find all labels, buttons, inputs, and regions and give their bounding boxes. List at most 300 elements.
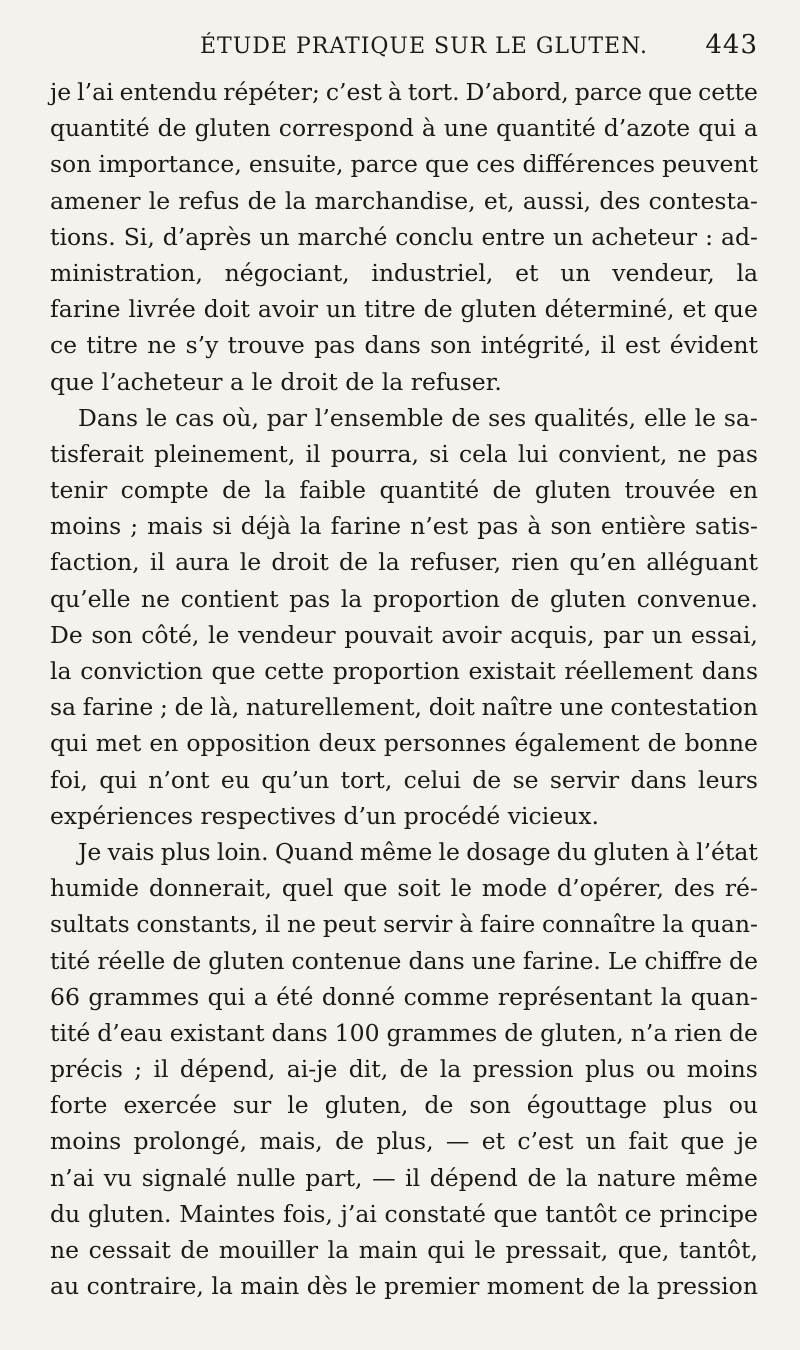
word: intégrité, bbox=[480, 331, 592, 360]
word: forte bbox=[50, 1091, 108, 1120]
word: de bbox=[510, 584, 540, 613]
word: pleinement, bbox=[154, 439, 296, 468]
word: farine bbox=[82, 693, 154, 722]
word: que bbox=[680, 1127, 725, 1156]
word: vais bbox=[107, 837, 155, 866]
text-line bbox=[50, 834, 758, 870]
word: du bbox=[556, 837, 587, 866]
word: son bbox=[91, 620, 133, 649]
word: à bbox=[675, 837, 690, 866]
word: exercée bbox=[123, 1091, 217, 1120]
word: qui bbox=[50, 729, 88, 758]
word: un bbox=[560, 258, 591, 287]
text-line bbox=[50, 1087, 758, 1123]
word: il bbox=[153, 1055, 169, 1084]
word: humide bbox=[50, 874, 140, 903]
word: moment bbox=[486, 1272, 584, 1301]
word: du bbox=[50, 1199, 81, 1228]
word: la bbox=[50, 657, 72, 685]
word: de bbox=[472, 765, 502, 794]
text-line bbox=[50, 146, 758, 182]
word: dépend, bbox=[179, 1055, 276, 1084]
word: entendu bbox=[119, 78, 218, 106]
word: deux bbox=[318, 729, 376, 758]
word: le bbox=[474, 1236, 496, 1264]
word: ré- bbox=[724, 874, 758, 903]
running-head bbox=[50, 30, 758, 74]
word: le bbox=[287, 1091, 309, 1120]
word: tité bbox=[50, 946, 91, 975]
word: le bbox=[148, 186, 171, 215]
word: précis bbox=[50, 1055, 123, 1084]
word: pas bbox=[314, 331, 356, 360]
word: 100 bbox=[334, 1018, 380, 1047]
word: son bbox=[50, 150, 92, 179]
word: met bbox=[95, 729, 142, 758]
word: pouvait bbox=[344, 620, 433, 649]
word: chiffre bbox=[644, 946, 723, 975]
word: — bbox=[372, 1163, 396, 1192]
word: elle bbox=[643, 403, 687, 432]
word: la bbox=[211, 1272, 233, 1301]
word: qui bbox=[207, 982, 246, 1011]
word: doit bbox=[203, 295, 250, 324]
text-line bbox=[50, 943, 758, 979]
word: dès bbox=[306, 1272, 348, 1301]
running-title: ÉTUDE PRATIQUE SUR LE GLUTEN. bbox=[200, 34, 648, 59]
word: la bbox=[264, 476, 286, 505]
word: plus, bbox=[376, 1127, 434, 1156]
word: la bbox=[627, 1272, 650, 1301]
text-line bbox=[50, 762, 758, 798]
word: n’est bbox=[410, 512, 469, 541]
word: pourra, bbox=[330, 439, 420, 468]
word: naturellement, bbox=[245, 693, 423, 722]
word: pas bbox=[289, 584, 331, 613]
word: existait bbox=[468, 657, 556, 685]
word: de bbox=[335, 1127, 365, 1156]
word: vicieux. bbox=[507, 801, 599, 830]
word: répéter; bbox=[223, 78, 320, 106]
body-text bbox=[50, 74, 758, 1304]
word: proportion bbox=[332, 657, 460, 685]
word: peuvent bbox=[662, 150, 758, 179]
text-line bbox=[50, 1196, 758, 1232]
word: gluten. bbox=[87, 1199, 172, 1228]
word: un bbox=[553, 222, 584, 251]
word: évident bbox=[669, 331, 758, 360]
word: le bbox=[251, 367, 273, 396]
word: ensuite, bbox=[248, 150, 344, 179]
word: comme bbox=[403, 982, 490, 1011]
text-line bbox=[50, 1232, 758, 1268]
word: celui bbox=[403, 765, 461, 794]
text-line bbox=[50, 798, 758, 834]
word: part, bbox=[305, 1163, 363, 1192]
word: dosage bbox=[466, 837, 551, 866]
text-line bbox=[50, 219, 758, 255]
word: ; bbox=[159, 693, 168, 722]
word: livrée bbox=[128, 295, 196, 324]
word: de bbox=[180, 1236, 210, 1264]
word: droit bbox=[280, 367, 338, 396]
word: D’abord, bbox=[465, 78, 569, 106]
word: grammes bbox=[88, 982, 200, 1011]
word: plus bbox=[662, 1091, 713, 1120]
word: grammes bbox=[386, 1018, 498, 1047]
word: quel bbox=[281, 874, 334, 903]
word: négociant, bbox=[224, 258, 350, 287]
word: prolongé, bbox=[133, 1127, 248, 1156]
word: main bbox=[358, 1236, 418, 1264]
word: dit, bbox=[348, 1055, 389, 1084]
word: de bbox=[157, 114, 187, 143]
word: la bbox=[340, 584, 363, 613]
word: cessait bbox=[88, 1236, 171, 1264]
word: que bbox=[343, 874, 388, 903]
word: plus bbox=[585, 1055, 635, 1084]
word: ne bbox=[50, 1236, 80, 1264]
word: quantité bbox=[496, 114, 596, 143]
word: Si, bbox=[123, 222, 155, 251]
word: principe bbox=[659, 1199, 758, 1228]
word: par bbox=[603, 620, 644, 649]
word: refus bbox=[178, 186, 240, 215]
word: l’ensemble bbox=[314, 403, 444, 432]
word: sultats bbox=[50, 910, 130, 939]
text-line bbox=[50, 617, 758, 653]
word: qui bbox=[698, 114, 736, 143]
word: se bbox=[512, 765, 539, 794]
word: la bbox=[300, 512, 322, 541]
word: trouvée bbox=[624, 476, 716, 505]
text-line bbox=[50, 472, 758, 508]
word: gluten bbox=[593, 837, 670, 866]
word: pas bbox=[716, 439, 758, 468]
word: parce bbox=[350, 150, 418, 179]
word: procédé bbox=[403, 801, 501, 830]
word: correspond bbox=[278, 114, 414, 143]
word: quan- bbox=[690, 910, 758, 939]
word: soit bbox=[397, 874, 441, 903]
word: fait bbox=[628, 1127, 669, 1156]
word: que bbox=[50, 367, 95, 396]
word: Je bbox=[78, 837, 102, 866]
word: constants, bbox=[136, 910, 259, 939]
text-line bbox=[50, 581, 758, 617]
word: marchandise, bbox=[314, 186, 476, 215]
word: la bbox=[327, 1236, 350, 1264]
word: réellement bbox=[564, 657, 694, 685]
word: farine. bbox=[522, 946, 601, 975]
text-line bbox=[50, 508, 758, 544]
word: d’eau bbox=[97, 1018, 163, 1047]
word: bonne bbox=[684, 729, 758, 758]
word: moins bbox=[686, 1055, 758, 1084]
text-line bbox=[50, 400, 758, 436]
word: cette bbox=[698, 78, 758, 106]
word: ne bbox=[287, 910, 317, 939]
word: cela bbox=[459, 439, 508, 468]
word: ces bbox=[476, 150, 516, 179]
text-line bbox=[50, 183, 758, 219]
word: d’opérer, bbox=[557, 874, 664, 903]
word: droit bbox=[271, 548, 329, 577]
word: un bbox=[259, 222, 290, 251]
word: lui bbox=[517, 439, 548, 468]
word: n’ai bbox=[50, 1163, 95, 1192]
word: gluten bbox=[534, 476, 612, 505]
word: que bbox=[425, 150, 470, 179]
word: le bbox=[239, 548, 262, 577]
word: Le bbox=[607, 946, 638, 975]
word: de bbox=[247, 186, 277, 215]
text-line bbox=[50, 291, 758, 327]
word: déjà bbox=[240, 512, 291, 541]
word: que bbox=[713, 295, 758, 324]
word: cas bbox=[175, 403, 215, 432]
word: la bbox=[381, 367, 404, 396]
text-line bbox=[50, 979, 758, 1015]
word: de bbox=[174, 693, 204, 722]
word: sur bbox=[232, 1091, 272, 1120]
word: un bbox=[585, 1127, 617, 1156]
word: expériences bbox=[50, 801, 194, 830]
word: sa- bbox=[723, 403, 758, 432]
word: de bbox=[345, 367, 375, 396]
word: un bbox=[325, 295, 357, 324]
word: ai-je bbox=[286, 1055, 338, 1084]
word: le bbox=[145, 403, 168, 432]
word: la bbox=[736, 258, 758, 287]
word: essai, bbox=[690, 620, 758, 649]
word: réelle bbox=[97, 946, 166, 975]
word: cette bbox=[264, 657, 325, 685]
word: il bbox=[149, 548, 165, 577]
word: de bbox=[492, 476, 522, 505]
word: même bbox=[685, 1163, 758, 1192]
word: proportion bbox=[372, 584, 500, 613]
word: à bbox=[527, 512, 542, 541]
word: quantité bbox=[50, 114, 150, 143]
word: ce bbox=[50, 331, 78, 360]
word: de bbox=[591, 1272, 621, 1301]
word: il bbox=[305, 439, 321, 468]
word: de bbox=[647, 729, 677, 758]
word: ministration, bbox=[50, 258, 203, 287]
word: tantôt, bbox=[678, 1236, 758, 1264]
word: de bbox=[222, 476, 252, 505]
word: avoir bbox=[257, 295, 319, 324]
word: convenue. bbox=[636, 584, 758, 613]
word: entre bbox=[481, 222, 546, 251]
word: dépend bbox=[429, 1163, 518, 1192]
word: moins bbox=[50, 512, 122, 541]
word: ne bbox=[141, 584, 171, 613]
word: moins bbox=[50, 1127, 122, 1156]
word: contient bbox=[180, 584, 279, 613]
word: 66 bbox=[50, 982, 80, 1011]
word: amener bbox=[50, 186, 141, 215]
word: premier bbox=[384, 1272, 480, 1301]
word: contraire, bbox=[86, 1272, 204, 1301]
word: faire bbox=[479, 910, 536, 939]
word: faction, bbox=[50, 548, 140, 577]
word: foi, bbox=[50, 765, 88, 794]
word: de bbox=[399, 1055, 429, 1084]
word: tisferait bbox=[50, 439, 144, 468]
page-number: 443 bbox=[705, 30, 758, 60]
word: j’ai bbox=[340, 1199, 377, 1228]
word: si bbox=[429, 439, 449, 468]
word: la bbox=[439, 1055, 462, 1084]
word: refuser, bbox=[409, 548, 502, 577]
word: ses bbox=[488, 403, 527, 432]
word: De bbox=[50, 620, 83, 649]
word: des bbox=[673, 874, 715, 903]
word: satis- bbox=[694, 512, 758, 541]
word: — bbox=[445, 1127, 470, 1156]
word: d’un bbox=[343, 801, 397, 830]
word: contenue bbox=[291, 946, 402, 975]
word: quantité bbox=[379, 476, 480, 505]
word: sa bbox=[50, 693, 77, 722]
word: le bbox=[207, 620, 230, 649]
word: il bbox=[265, 910, 281, 939]
word: tenir bbox=[50, 476, 108, 505]
word: ou bbox=[646, 1055, 676, 1084]
word: conviction bbox=[80, 657, 203, 685]
word: a bbox=[253, 982, 268, 1011]
word: côté, bbox=[141, 620, 200, 649]
word: n’ont bbox=[148, 765, 210, 794]
word: son bbox=[550, 512, 592, 541]
word: rien bbox=[511, 548, 560, 577]
word: tort, bbox=[340, 765, 393, 794]
word: tort. bbox=[407, 78, 460, 106]
text-line bbox=[50, 74, 758, 110]
text-line bbox=[50, 1268, 758, 1304]
word: n’a bbox=[630, 1018, 668, 1047]
word: c’est bbox=[517, 1127, 574, 1156]
word: la bbox=[378, 548, 400, 577]
word: trouve bbox=[227, 331, 305, 360]
word: de bbox=[729, 946, 758, 975]
word: vendeur, bbox=[612, 258, 715, 287]
word: des bbox=[599, 186, 641, 215]
word: farine bbox=[50, 295, 121, 324]
word: à bbox=[459, 910, 474, 939]
word: acheteur bbox=[591, 222, 698, 251]
word: où, bbox=[222, 403, 259, 432]
word: mais, bbox=[259, 1127, 323, 1156]
word: mais bbox=[147, 512, 204, 541]
word: acquis, bbox=[510, 620, 595, 649]
word: leurs bbox=[698, 765, 758, 794]
text-line bbox=[50, 255, 758, 291]
word: également bbox=[514, 729, 640, 758]
word: convient, bbox=[558, 439, 668, 468]
word: nulle bbox=[236, 1163, 296, 1192]
word: égouttage bbox=[526, 1091, 647, 1120]
text-line bbox=[50, 870, 758, 906]
word: doit bbox=[428, 693, 475, 722]
word: en bbox=[728, 476, 758, 505]
word: plus bbox=[160, 837, 211, 866]
word: qui bbox=[99, 765, 137, 794]
word: par bbox=[266, 403, 308, 432]
word: qu’en bbox=[569, 548, 637, 577]
word: de bbox=[729, 1018, 758, 1047]
word: en bbox=[149, 729, 179, 758]
word: l’ai bbox=[77, 78, 114, 106]
word: connaître bbox=[542, 910, 656, 939]
word: importance, bbox=[98, 150, 242, 179]
word: différences bbox=[522, 150, 656, 179]
word: je bbox=[50, 78, 72, 106]
word: à bbox=[387, 78, 402, 106]
word: le bbox=[694, 403, 717, 432]
text-line bbox=[50, 327, 758, 363]
word: l’état bbox=[696, 837, 758, 866]
word: fois, bbox=[283, 1199, 333, 1228]
word: gluten bbox=[194, 114, 271, 143]
word: contesta- bbox=[648, 186, 758, 215]
word: ne bbox=[147, 331, 177, 360]
word: compte bbox=[120, 476, 209, 505]
word: Quand bbox=[274, 837, 354, 866]
word: qu’un bbox=[261, 765, 330, 794]
text-line bbox=[50, 544, 758, 580]
word: quan- bbox=[690, 982, 758, 1011]
word: rien bbox=[674, 1018, 723, 1047]
word: dans bbox=[408, 946, 465, 975]
word: Dans bbox=[78, 403, 139, 432]
word: le bbox=[450, 874, 472, 903]
word: tions. bbox=[50, 222, 116, 251]
word: eu bbox=[220, 765, 250, 794]
word: qu’elle bbox=[50, 584, 131, 613]
text-line bbox=[50, 906, 758, 942]
word: gluten, bbox=[324, 1091, 409, 1120]
word: son bbox=[430, 331, 472, 360]
word: son bbox=[469, 1091, 511, 1120]
word: opposition bbox=[186, 729, 311, 758]
word: naître bbox=[481, 693, 553, 722]
word: représentant bbox=[497, 982, 653, 1011]
word: qualités, bbox=[534, 403, 637, 432]
word: constaté bbox=[384, 1199, 486, 1228]
word: loin. bbox=[216, 837, 269, 866]
word: le bbox=[355, 1272, 377, 1301]
word: marché bbox=[297, 222, 388, 251]
word: titre bbox=[86, 331, 138, 360]
word: peut bbox=[322, 910, 377, 939]
word: que, bbox=[617, 1236, 670, 1264]
word: entière bbox=[600, 512, 686, 541]
text-line bbox=[50, 1160, 758, 1196]
word: gluten bbox=[208, 946, 285, 975]
text-line bbox=[50, 653, 758, 689]
word: industriel, bbox=[371, 258, 494, 287]
word: alléguant bbox=[646, 548, 758, 577]
word: servir bbox=[383, 910, 453, 939]
text-line bbox=[50, 1123, 758, 1159]
word: a bbox=[743, 114, 758, 143]
word: avoir bbox=[441, 620, 502, 649]
word: nature bbox=[597, 1163, 676, 1192]
word: vu bbox=[103, 1163, 133, 1192]
